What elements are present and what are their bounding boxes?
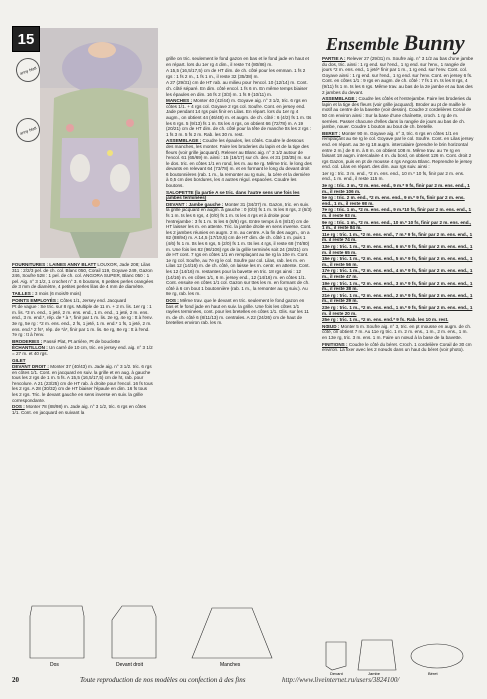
section-heading: 25e rg : tric. 1 m., *2 m. ens. end.* 9 fs. Rab. les 10 m. rest.: [322, 317, 449, 323]
section-heading: MANCHES :: [166, 98, 193, 104]
instruction-paragraph: [322, 56, 474, 95]
instructions-column-1: [12, 262, 154, 622]
section-text: Un carré de 10 cm, tric. en jersey end. aig. n° 3 1/2 = 27 m. et 40 rgs.: [12, 345, 153, 356]
schema-devant-label: Devant droit: [116, 662, 143, 668]
instruction-paragraph: [322, 96, 474, 130]
instruction-paragraph: [322, 183, 474, 194]
section-heading: DEVANT : Jambe gauche :: [166, 201, 224, 207]
section-text: LOUXOR, Jade 208; Lilas 311 : 2/2/3 pel. de ch. col. Blanc 050, Corail 119, Goyave 249, Gazon 246, Soufre 528 : 1 pel. de ch. col. ANGORA SUPER, Blanc 050 : 1 pel. Aig. n° 3 1/2, 1 crochet n° 3. 6 boutons, 6 petites perles orangées de 3 mm de diamètre, 4 petites perles lilas de 4 mm de diamètre.: [12, 262, 154, 290]
instruction-paragraph: [322, 220, 474, 231]
section-text: A 15,5 (16,5/17,5) cm de HT dim. de ch. côté pour les emman. 1 fs 2 rgs : 1 fs 2 m., 1 fs 1 m., il reste 32 (35/38) m.: [166, 68, 306, 79]
instruction-paragraph: [166, 68, 312, 79]
page-number: 20: [12, 676, 19, 684]
section-heading: ASSEMBLAGE :: [322, 96, 358, 102]
model-number-badge: 15: [12, 26, 40, 52]
instruction-paragraph: [322, 256, 474, 267]
section-text: Monter 40 (42/44) m. Goyave aig. n° 3 1/2, tric. 6 rgs en côtes 1/1. + 4 rgs col. Goyave 2 rgs col. Soufre. Cont. en jersey end. Jade pendant 14 rgs puis finir en Lilas. En répart. lors du 1er rg 4 augm., on obtient 44 (46/48) m. et augm. de ch. côté : 6 (4/2) fs 1 m. tts les 6 rgs. 5 (9/13) fs 1 m. tts les 4 rgs, on obtient 66 (72/78) m. A 19 (20/21) cm de HT dim. de ch. côté pour la tête de manche tts les 2 rgs : 1 fs 3 m. 5 fs 2 m. Rab. les 30 m. rest.: [166, 98, 312, 137]
instruction-paragraph: [322, 293, 474, 304]
section-heading: 17e rg : tric. 1 m., *2 m. ens. end., 4 m.* 9 fs, finir par 2 m. ens. end., 1 m., il reste 47 m.: [322, 268, 473, 279]
section-text: grille on tric. seulement le fond gazon en bas et le fond jade en haut et en répart. lors du 1er rg 4 dim., il reste 74 (80/86) m.: [166, 56, 310, 67]
section-text: Monter 90 m. Goyave aig. n° 3, tric. 6 rgs en côtes 1/1 en remplaçant au 6e rg le col. Goyave par le col. Soufre. Cont. en Lilas jersey end. en répart. au 3e rg 18 augm. intercalaire (prendre le brin horizontal entre 2 m.) de 8 m. à 8 m. on obtient 108 m. Même trav. au 7e rg en faisant 18 augm. intercalaire 4 m. du bord, on obtient 126 m. Cont. droit 2 rgs Gazon, puis en pt de mousse 4 rgs Angora Blanc. Reprendre le jersey end. col. Lilas en répart. des dim. aux rgs suiv. ainsi :: [322, 130, 474, 170]
instruction-paragraph: [166, 190, 312, 201]
section-text: 1er rg : tric. 3 m. end., *2 m. ens. end., 10 m.* 10 fs, finir par 2 m. ens. end., 1 m. end., il reste 115 m.: [322, 170, 465, 182]
section-heading: BERET :: [322, 130, 341, 136]
brand-logo: anny blatt: [13, 55, 44, 86]
section-heading: PARTIE A :: [322, 56, 346, 61]
instruction-paragraph: [12, 298, 154, 304]
section-heading: 21e rg : tric. 1 m., *2 m. ens. end., 2 m.* 9 fs, finir par 2 m. ens. end., 1 m., il reste 29 m.: [322, 292, 473, 304]
schematics-left: [12, 596, 312, 670]
section-heading: 15e rg : tric. 1 m., *2 m. ens. end., 5 m.* 9 fs, finir par 2 m. ens. end., 1 m., il reste 56 m.: [322, 256, 473, 267]
instruction-paragraph: [322, 232, 474, 243]
section-text: Monter 37 (40/43) m. Jade aig. n° 3 1/2. tric. 6 rgs en côtes 1/1. Cont. en jacquard en suiv. la grille et en aug. à gauche tous les 2 rgs de 1 m. 5 fs. A 15,5 (16,5/17,5) cm de ht, rab. pour l'encolure. A 21 (23/25) cm de HT rab. à droite pour l'encol. 16 fs tous les 2 rgs. A 28 (30/32) cm de HT biaiser l'épaule en dim. 16 fs tous les 2 rgs. Tric. le devant gauche en sens inverse en suiv. la grille correspondante.: [12, 364, 153, 403]
section-heading: ÉCHANTILLON :: [12, 345, 48, 351]
instruction-paragraph: [322, 207, 474, 218]
schema-beret-label: Béret: [428, 671, 438, 676]
page-footer: [12, 676, 482, 690]
section-heading: 9e rg : tric. 1 m., *2 m. ens. end., 10 m.* 10 fs, finir par 2 m. ens. end., 1 m., il reste 84 m.: [322, 219, 472, 231]
section-heading: TAILLES :: [12, 290, 34, 296]
instruction-paragraph: [12, 339, 154, 345]
instruction-paragraph: [12, 358, 154, 364]
footer-url[interactable]: http://www.liveinternet.ru/users/3824100/: [282, 676, 400, 684]
section-heading: 13e rg : tric. 1 m., *2 m. ens. end., 6 m.* 9 fs, finir par 2 m. ens. end., 1 m. il reste 65 m.: [322, 244, 473, 255]
schematics-right: [322, 636, 482, 676]
instructions-column-2: [166, 56, 312, 592]
instruction-paragraph: [12, 304, 154, 338]
section-heading: DEVANT DROIT :: [12, 364, 49, 370]
section-text: Coudre les côtés et l'entrejambe. Faire les broderies du lapin et la tige des fleurs (voir grille jacquard). Broder au pt de maille le motif au centre de la bavette (voir dessin). Coudre 2 cordelières Corail de 50 cm environ ainsi : Sur la base d'une chaînette, croch. 1 rg de m. serrées. Passer chacune d'elles dans la rangée de jours au bas de ch. jambe, nouer. Coudre 1 bouton au bout de ch. bretelle.: [322, 96, 472, 130]
section-heading: 11e rg : tric. 1 m., *2 m. ens. end., 7 m.* 9 fs, finir par 2 m. ens. end., 1 m. il reste 74 m.: [322, 231, 473, 243]
section-heading: 19e rg : tric. 1 m., *2 m. ens. end., 3 m.* 9 fs, finir par 2 m. ens. end., 1 m., il reste 38 m.: [322, 280, 473, 292]
instruction-paragraph: [322, 281, 474, 292]
section-text: Côtes 1/1, Jersey end. Jacquard: [60, 297, 127, 303]
section-heading: ASSEMBLAGE :: [166, 138, 202, 144]
section-heading: FOURNITURES : LAINES ANNY BLATT: [12, 262, 97, 267]
section-heading: 23e rg : tric. 1 m., *2 m. ens. end., 1 m.* 9 fs, finir par 2 m. ens. end., 1 m. il reste 20 m.: [322, 304, 473, 316]
instruction-paragraph: [12, 291, 154, 297]
section-text: A 27 (29/31) cm de HT rab. au milieu pour l'encol. 10 (12/14) m. Cont. ch. côté séparé. En dim. côté encol. 1 fs 6 m. En même temps biaiser les épaules en dim. 16 fs 2 (3/3) m. 1 fs 9 (10/11) m.: [166, 80, 308, 97]
garment-photo: [40, 28, 158, 258]
section-heading: BRODERIES :: [12, 338, 43, 344]
instructions-column-3: [322, 56, 474, 634]
section-text: Monter 5 m. Soufre aig. n° 3, tric. en pt mousse en augm. de ch. côté, on obtient 7 m. Au 11e rg tric. 1 m. 2 m. ens., 1 m., 2 m. ens., 1 m. en 13e rg, tric. 3 m. ens. 1 m. Faire un nœud à la base de la bavette.: [322, 323, 472, 340]
schema-manches-label: Manches: [220, 662, 241, 668]
instruction-paragraph: [322, 268, 474, 279]
section-text: Pt de vague : Se tric. sur 8 rgs. Multiple de 11 m. + 2 m. lis. 1er rg : 1 m. lis. *3 m. end., 1 jeté, 2 m. ens. end., 1 m. end., 1 jeté, 2 m. ens. end., 3 m. end.*, rép. de * à *, finir par 1 m. lis. 2e rg, 4e rg : tt à l'env. 3e rg, 5e rg : *2 m. ens. end., 2 fs, 1 jeté, 1 m. end.* 1 fs, 1 jeté, 2 m. ens. end.* 2 fs*, rép. de *à*, finir par 1 m. lis. 6e rg, 8e rg : tt à l'end. 7e rg : tt à l'env.: [12, 304, 153, 338]
section-heading: DOS :: [12, 404, 25, 410]
instruction-paragraph: [166, 80, 312, 97]
instruction-paragraph: [322, 324, 474, 341]
schema-dos-label: Dos: [50, 662, 59, 668]
section-heading: SALOPETTE (la partie A se tric. dans l'autre sens une fois les jambes terminées): [166, 189, 300, 201]
instruction-paragraph: [166, 202, 312, 297]
footer-copyright: Toute reproduction de nos modèles ou confection à des fins: [80, 676, 246, 684]
section-text: Passé Plat, Pt arrière, Pt de bouclette: [43, 338, 121, 344]
instruction-paragraph: [12, 404, 154, 415]
instruction-paragraph: [322, 305, 474, 316]
brand-logo-2: anny blatt: [13, 115, 44, 146]
garment-illustration: [40, 28, 158, 258]
schema-jambe-label: Jambe: [368, 671, 381, 676]
instruction-paragraph: [322, 131, 474, 170]
instruction-paragraph: [12, 345, 154, 356]
section-heading: DOS :: [166, 297, 179, 303]
section-text: Coudre le côté du béret. Croch. 1 cordelière Corail de 30 cm environ. La fixer avec les 2 nœuds dans un haut du béret (voir photo).: [322, 341, 472, 353]
section-text: Même trav. que le devant en tric. seulement le fond gazon en bas et le fond jade en haut en suiv. la grille. Une fois les côtes 1/1 rayées terminées, cont. pour les bretelles en côtes 1/1. Glis. sur les 11 m. de ch. côté 6 (8/11/13) m. centrales. A 22 (24/26) cm de haut de bretelles environ rab. les m.: [166, 297, 309, 326]
instruction-paragraph: [166, 98, 312, 137]
section-text: Monter 78 (88/98) m. Jade aig. n° 3 1/2, tric. 6 rgs en côtes 1/1. Cont. en jacquard en suivant la: [12, 404, 147, 415]
instruction-paragraph: [166, 138, 312, 188]
instruction-paragraph: [12, 364, 154, 403]
section-text: 3 mois (6 mois/9 mois): [34, 290, 82, 296]
section-heading: 7e rg : tric. 1 m., *2 m. ens. end., 9 m.*10 fs, finir par 2 m. ens. end., 1 m. il reste 93 m.: [322, 207, 472, 219]
instruction-paragraph: [322, 317, 474, 323]
section-heading: NŒUD :: [322, 323, 340, 329]
section-heading: 5e rg : tric. 2 m. end., *2 m. ens. end., 9 m.* 9 fs, finir par 2 m. ens. end., 1 m., il reste 98 m.: [322, 195, 465, 206]
section-heading: GILET: [12, 357, 26, 363]
instruction-paragraph: [322, 342, 474, 353]
instruction-paragraph: [322, 171, 474, 182]
schema-devant2-label: Devant: [330, 671, 343, 676]
section-heading: POINTS EMPLOYÉS :: [12, 297, 59, 303]
section-heading: 3e rg : tric. 3 m., *2 m. ens. end., 9 m.* 9 fs, finir par 2 m. ens. end., 1 m., il reste 106 m.: [322, 183, 470, 194]
section-text: Monter 31 (34/37) m. Gazon, tric. en suiv. la grille jacquard en augm. à gauche : 0 (0/3) fs 1 m. ts les 8 rgs, 2 (6/3) fs 1 m. ts les 6 rgs, 4 (0/0) fs 1 m. ts les 4 rgs et à droite pour l'entrejambe : 3 fs 1 m. ts les 6 (8/8) rgs. Entre temps à 6 (8/10) cm de HT laisser les m. en attente. Tric. la jambe droite en sens inverse. Cont. les 2 jambes réunies en augm. 2 m. au centre. A la fin des augm., on a 82 (88/94) m. A 14,5 (17/19,5) cm de HT dim. de ch. côté 1 m. puis 1 (4/6) fs 1 m. tts les 6 rgs, 5 (2/0) fs 1 m. tts les 4 rgs, il reste 68 (74/80) m. Une fois les 82 (96/106) rgs de la grille terminés soit 24 (28/31) cm de HT cont. 7 rgs en côtes 1/1 en remplaçant au 5e rg la 10e m. Cont. 1e rg col. Soufre, au 7e rg le col. Soufre par col. Lilas, rab. les m. en Lilas 12 (14/16) m. de ch. côté, on laisse les m. centr. en attente. Cont. les 12 (14/16) m. restantes pour la bavette en tric. 18 rgs ainsi : 12 (14/16) m. en côtes 1/1, 6 m. jersey end., 12 (14/16) m. en côtes 1/1. Cont. ensuite en côtes 1/1 col. Gazon sur ttes les m. en formant de ch. côté à 6 cm bout 1 boutonnière (rab. 1 m., la remonter au rg suiv.). Au 8e rg, rab. les m.: [166, 201, 312, 297]
instruction-paragraph: [166, 56, 312, 67]
instruction-paragraph: [12, 262, 154, 290]
instruction-paragraph: [322, 195, 474, 206]
section-text: Relever 27 (29/31) m. Soufre aig. n° 3 1/2 au bas d'une jambe du dos, tric. ainsi : 1 rg end. sur l'end., 1 rg end. sur l'env., 1 rangée de jours *2 m. ens. end., 1 jeté* finir par 1 m., 1 rg end. sur l'env. Cont. col. Goyave ainsi : 1 rg end. sur l'end., 1 rg end. sur l'env. Cont. en jersey 6 fs. Cont. en côtes 1/1 : 9 rgs en augm. de ch. côté : 7 fs 1 m. ts les 8 rgs, 4 (9/11) fs 1 m. ts les 6 rgs. Même trav. au bas de la 2e jambe et au bas des 2 jambes du devant.: [322, 56, 474, 95]
instruction-paragraph: [166, 298, 312, 326]
section-heading: FINITIONS :: [322, 341, 348, 347]
instruction-paragraph: [322, 244, 474, 255]
pattern-title: Ensemble Bunny: [326, 30, 465, 55]
section-text: Coudre les épaules, les côtés. Coudre le dessous des manches, les monter. Faire les broderies du lapin et de la tige des fleurs (voir grille jacquard). Relever au Blanc aig. n° 3 1/2 autour de l'encol. 61 (65/69) m. ainsi : 15 (16/17) sur ch. dev. et 31 (33/35) m. sur le dos. tric. en côtes 1/1 en rond, les m. au 6e rg. Même tric. le long des devants en relevant 64 (73/78) m. et en formant le long du devant droit 6 boutonnières (rab. 1 m., la remonter au rg suiv., la 1ère et la dernière à 0,5 cm des bordures, les 4 autres régul. espacées. Coudre les boutons.: [166, 138, 312, 189]
